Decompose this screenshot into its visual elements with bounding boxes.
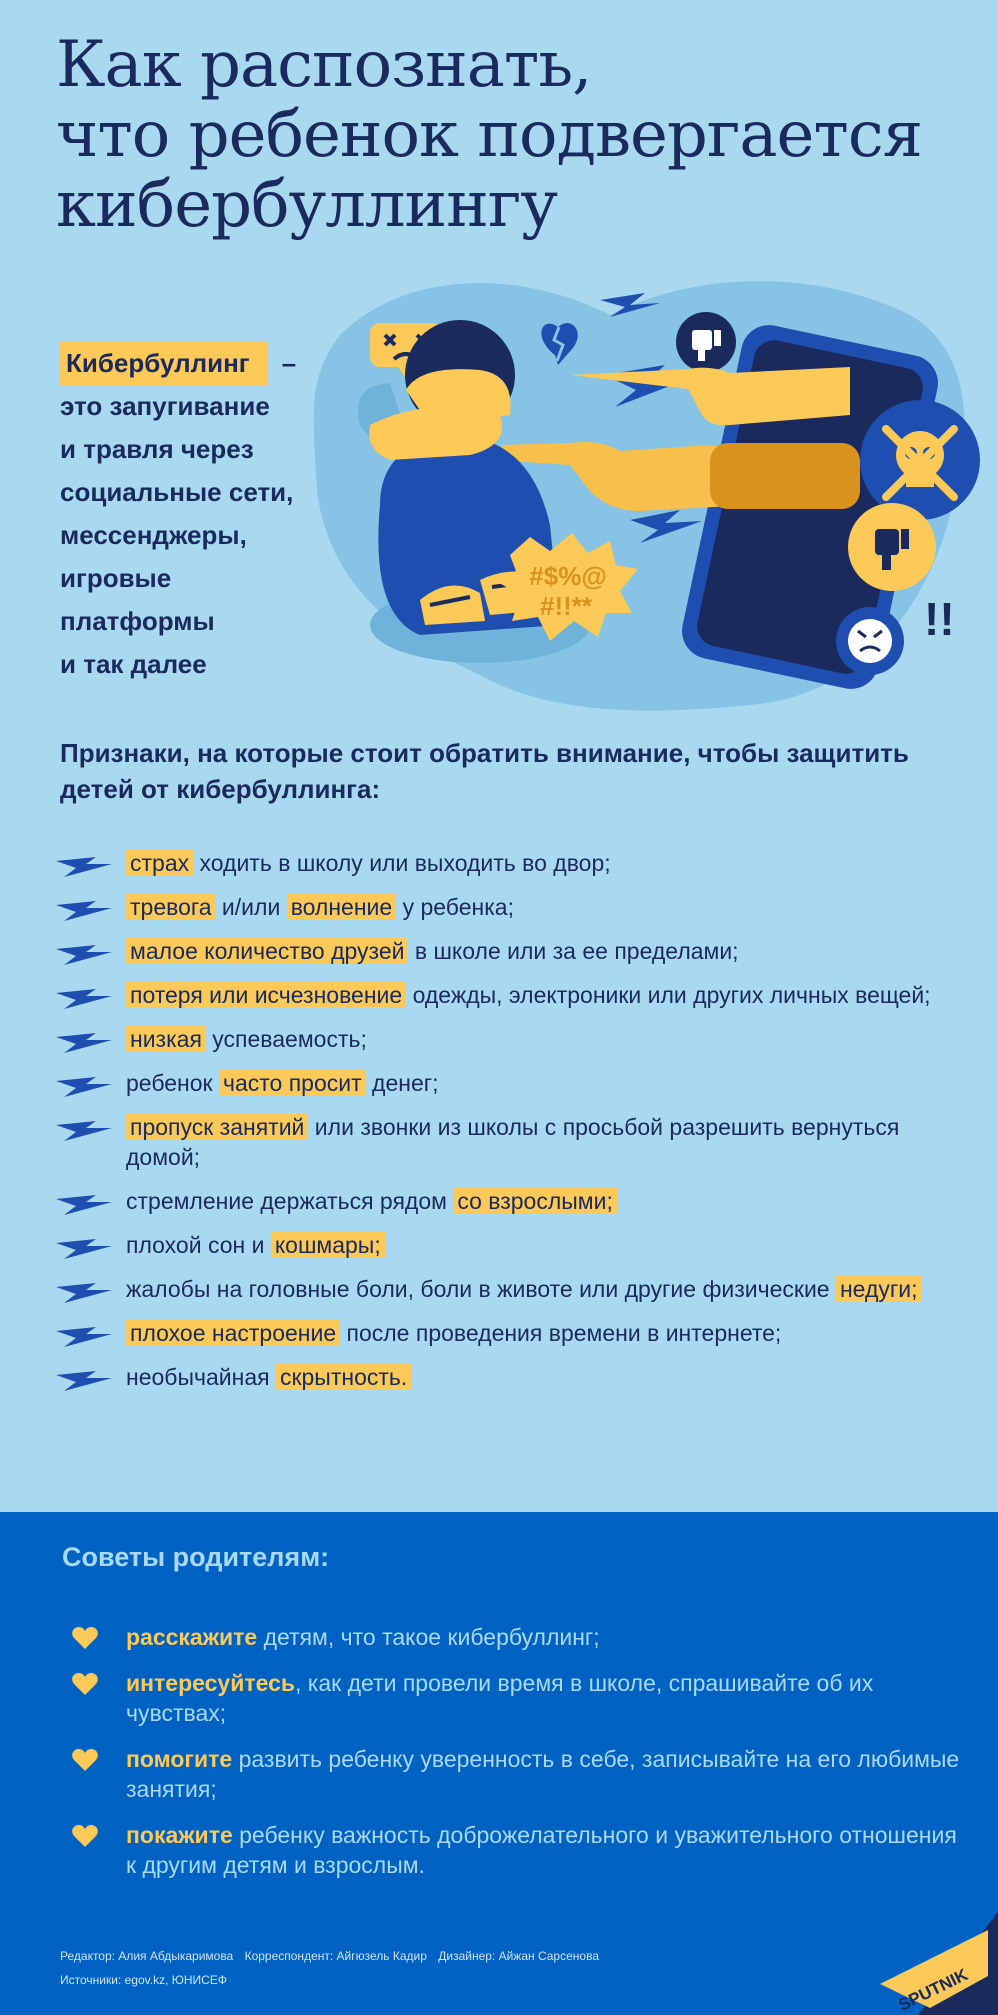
heart-icon [72,1825,98,1847]
definition-dash: – [281,348,297,378]
credit-sources: Источники: egov.kz, ЮНИСЕФ [60,1973,227,1987]
exclamation-icon: !! [924,593,955,645]
list-item [56,892,976,922]
lightning-icon [56,899,112,921]
thumbs-down-icon [848,503,936,591]
lightning-icon [56,987,112,1009]
tips-heading: Советы родителям: [62,1542,330,1572]
list-item [56,1024,976,1054]
list-item [72,1668,972,1728]
page-title [56,30,956,240]
item-highlight: страх [126,850,193,876]
cyberbullying-illustration [310,275,990,715]
list-item [72,1820,972,1880]
item-highlight: плохое настроение [126,1320,340,1346]
sputnik-logo [870,1912,998,2015]
item-highlight: кошмары; [271,1232,385,1258]
credit-designer: Дизайнер: Айжан Сарсенова [438,1949,599,1963]
item-text: жалобы на головные боли, боли в животе или другие физические [126,1276,836,1302]
definition-line: мессенджеры, [60,520,247,550]
list-item [56,1274,976,1304]
list-item [56,1318,976,1348]
item-text: и/или [215,894,287,920]
heart-icon [72,1673,98,1695]
item-highlight: тревога [126,894,216,920]
signs-list [56,848,976,1406]
credit-editor: Редактор: Алия Абдыкаримова [60,1949,234,1963]
item-highlight: со взрослыми; [453,1188,617,1214]
lightning-icon [56,1237,112,1259]
item-highlight: волнение [287,894,397,920]
list-item [56,1230,976,1260]
tip-verb: помогите [126,1746,233,1772]
list-item [56,1362,976,1392]
definition-term: Кибербуллинг [60,342,268,385]
title-line: кибербуллингу [56,168,558,242]
tip-text: детям, что такое кибербуллинг; [257,1624,600,1650]
item-text: стремление держаться рядом [126,1188,454,1214]
definition-line: и травля через [60,434,254,464]
lightning-icon [56,1325,112,1347]
tip-verb: интересуйтесь [126,1670,296,1696]
list-item [72,1744,972,1804]
heart-icon [72,1627,98,1649]
item-text: одежды, электроники или других личных вещей; [406,982,931,1008]
item-text: или звонки из школы с просьбой разрешить вернуться домой; [126,1114,900,1170]
definition-line: это запугивание [60,391,270,421]
tip-verb: покажите [126,1822,233,1848]
title-line: что ребенок подвергается [56,98,923,172]
item-text: успеваемость; [205,1026,367,1052]
tip-text: , как дети провели время в школе, спрашивайте об их чувствах; [126,1670,874,1726]
list-item [56,1068,976,1098]
tip-verb: расскажите [126,1624,258,1650]
item-highlight: малое количество друзей [126,938,408,964]
item-highlight: низкая [126,1026,206,1052]
list-item [56,980,976,1010]
item-highlight: недуги; [836,1276,922,1302]
item-highlight: часто просит [219,1070,366,1096]
item-text: плохой сон и [126,1232,271,1258]
heart-icon [72,1749,98,1771]
item-text: у ребенка; [396,894,514,920]
list-item [56,936,976,966]
logo-text: SPUTNIK [895,1965,971,2015]
credits [60,1944,607,1992]
definition-line: платформы [60,606,215,636]
lightning-icon [56,1281,112,1303]
item-text: ребенок [126,1070,219,1096]
tips-list [72,1622,972,1896]
lightning-icon [56,855,112,877]
item-text: ходить в школу или выходить во двор; [193,850,611,876]
swear-text: #$%@ [529,561,607,591]
definition-line: социальные сети, [60,477,294,507]
skull-icon [860,400,980,520]
tip-text: развить ребенку уверенность в себе, записывайте на его любимые занятия; [126,1746,960,1802]
lightning-icon [56,1075,112,1097]
lightning-icon [56,1369,112,1391]
definition-line: и так далее [60,649,207,679]
lightning-icon [56,1031,112,1053]
item-text: необычайная [126,1364,276,1390]
item-text: в школе или за ее пределами; [408,938,739,964]
lightning-icon [56,943,112,965]
tip-text: ребенку важность доброжелательного и уважительного отношения к другим детям и взрослым. [126,1822,957,1878]
item-text: после проведения времени в интернете; [340,1320,782,1346]
angry-face-icon [836,607,904,675]
item-text: денег; [365,1070,439,1096]
list-item [72,1622,972,1652]
lightning-icon [56,1193,112,1215]
credit-correspondent: Корреспондент: Айгюзель Кадир [244,1949,427,1963]
item-highlight: скрытность. [276,1364,411,1390]
list-item [56,848,976,878]
signs-heading: Признаки, на которые стоит обратить внимание, чтобы защитить детей от кибербуллинга: [60,738,909,804]
list-item [56,1112,976,1172]
item-highlight: потеря или исчезновение [126,982,406,1008]
title-line: Как распознать, [56,28,592,102]
lightning-icon [56,1119,112,1141]
definition-line: игровые [60,563,172,593]
tips-section [0,1512,998,2015]
item-highlight: пропуск занятий [126,1114,308,1140]
list-item [56,1186,976,1216]
thumbs-down-icon [676,312,736,372]
swear-text: #!!** [539,591,593,621]
